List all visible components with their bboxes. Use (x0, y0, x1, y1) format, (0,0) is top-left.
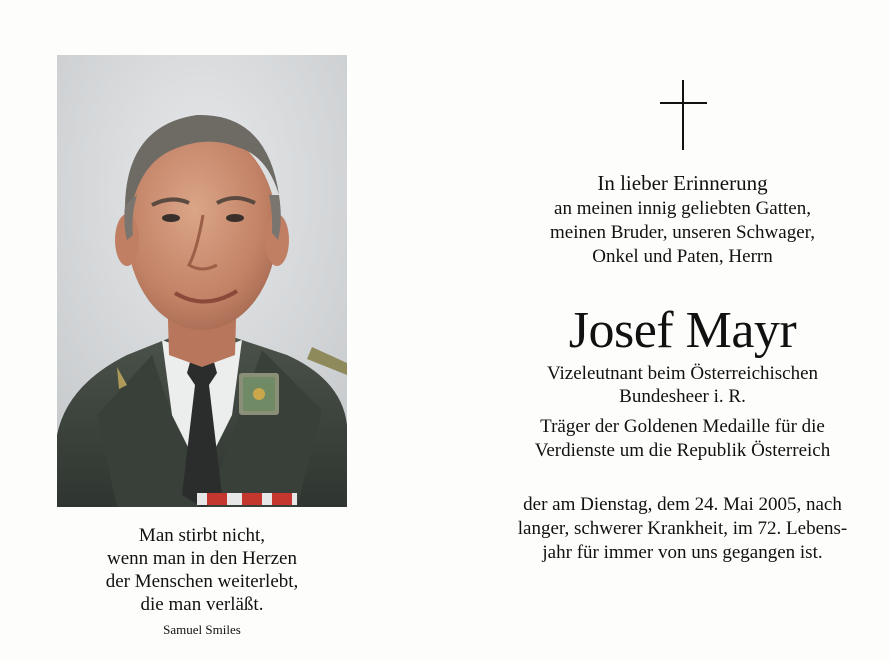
quote-block (57, 524, 347, 638)
death-line: der am Dienstag, dem 24. Mai 2005, nach (523, 494, 842, 515)
memory-title: In lieber Erinnerung (597, 171, 768, 195)
quote-line: der Menschen weiterlebt, (105, 571, 299, 592)
rank-line: Vizeleutnant beim Österreichischen (546, 363, 819, 384)
portrait-illustration (57, 55, 347, 507)
memory-line: an meinen innig geliebten Gatten, (554, 198, 811, 219)
portrait-photo (57, 55, 347, 507)
medal-line: Träger der Goldenen Medaille für die (540, 416, 825, 437)
deceased-name: Josef Mayr (568, 302, 797, 359)
cross-icon (660, 80, 708, 150)
memory-line: meinen Bruder, unseren Schwager, (550, 222, 815, 243)
memory-block (480, 170, 885, 269)
quote-line: wenn man in den Herzen (107, 548, 297, 569)
rank-line: Bundesheer i. R. (619, 386, 746, 407)
quote-line: Man stirbt nicht, (138, 525, 266, 546)
medal-line: Verdienste um die Republik Österreich (534, 440, 831, 461)
quote-author: Samuel Smiles (163, 622, 241, 637)
quote-line: die man verläßt. (140, 594, 264, 615)
death-notice (480, 493, 885, 565)
rank-block (480, 362, 885, 408)
memory-line: Onkel und Paten, Herrn (592, 246, 773, 267)
death-line: langer, schwerer Krankheit, im 72. Lebens- (517, 518, 848, 539)
death-line: jahr für immer von uns gegangen ist. (542, 542, 823, 563)
medal-block (480, 415, 885, 463)
